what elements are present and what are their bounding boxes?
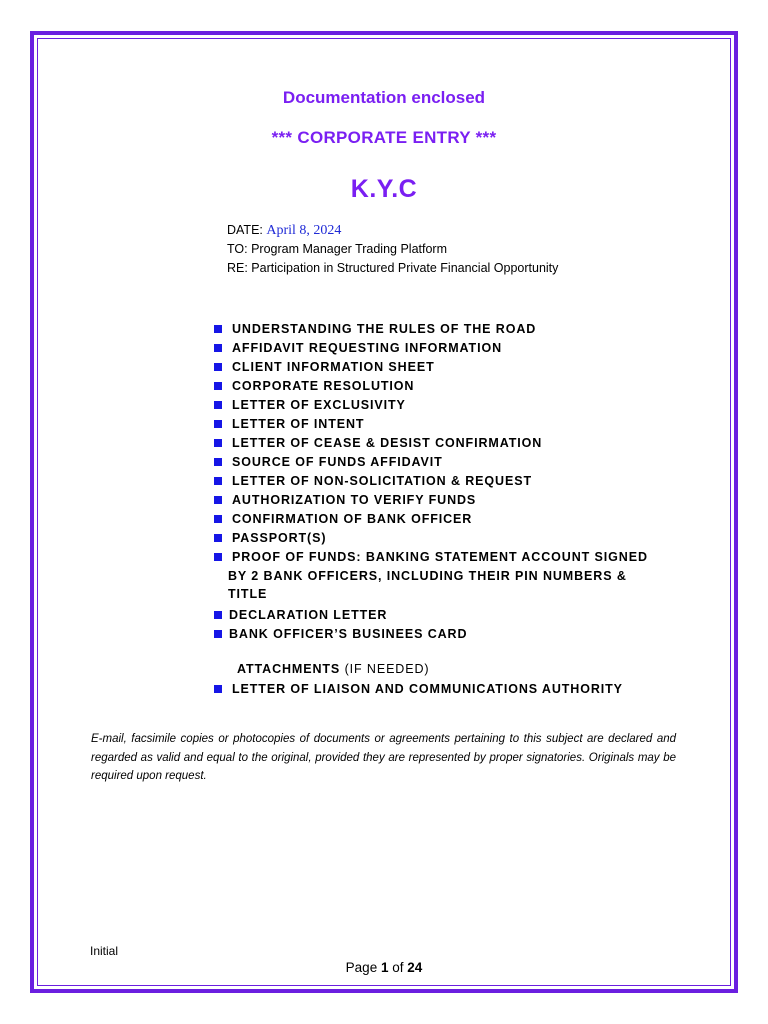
checklist-item-label: UNDERSTANDING THE RULES OF THE ROAD	[232, 322, 537, 336]
square-bullet-icon	[214, 534, 222, 542]
square-bullet-icon	[214, 496, 222, 504]
proof-of-funds-line-1: PROOF OF FUNDS: BANKING STATEMENT ACCOUNT SIGNED	[232, 550, 648, 564]
page-of: of	[392, 960, 404, 975]
checklist-item	[214, 454, 648, 473]
proof-of-funds-text	[228, 548, 648, 604]
attachments-label: ATTACHMENTS	[237, 662, 341, 676]
re-line: RE: Participation in Structured Private Financial Opportunity	[227, 261, 559, 275]
date-label: DATE:	[227, 223, 263, 237]
checklist-item-label: AUTHORIZATION TO VERIFY FUNDS	[232, 493, 477, 507]
checklist-item-label: BANK OFFICER’S BUSINEES CARD	[229, 626, 468, 641]
square-bullet-icon	[214, 630, 222, 638]
memo-header	[227, 221, 558, 278]
page-total: 24	[407, 960, 423, 975]
square-bullet-icon	[214, 477, 222, 485]
kyc-title: K.Y.C	[350, 175, 418, 203]
square-bullet-icon	[214, 458, 222, 466]
checklist-item-proof-of-funds	[214, 549, 648, 604]
proof-of-funds-line-3: TITLE	[228, 587, 268, 601]
checklist-item	[214, 435, 648, 454]
checklist-item-label: SOURCE OF FUNDS AFFIDAVIT	[232, 455, 443, 469]
checklist-item	[214, 416, 648, 435]
initial-label: Initial	[90, 944, 119, 958]
date-line	[227, 221, 558, 240]
checklist-item-label: LETTER OF EXCLUSIVITY	[232, 398, 406, 412]
checklist-item	[214, 397, 648, 416]
checklist-item	[214, 530, 648, 549]
checklist-item	[214, 492, 648, 511]
checklist-item-label: LETTER OF INTENT	[232, 417, 365, 431]
checklist-item	[214, 378, 648, 397]
checklist-item	[214, 511, 648, 530]
proof-of-funds-line-2: BY 2 BANK OFFICERS, INCLUDING THEIR PIN NUMBERS &	[228, 568, 627, 583]
square-bullet-icon	[214, 515, 222, 523]
attachments-heading	[237, 662, 429, 676]
checklist-item-label: PASSPORT(S)	[232, 531, 327, 545]
attachments-list	[214, 681, 623, 697]
documents-checklist	[214, 321, 648, 645]
checklist-item	[214, 607, 648, 626]
square-bullet-icon	[214, 401, 222, 409]
documentation-heading: Documentation enclosed	[282, 88, 486, 107]
checklist-item-label: LETTER OF NON-SOLICITATION & REQUEST	[232, 474, 532, 488]
page-current: 1	[380, 960, 389, 975]
square-bullet-icon	[214, 611, 222, 619]
checklist-item-label: CORPORATE RESOLUTION	[232, 379, 415, 393]
checklist-item	[214, 321, 648, 340]
page-label: Page	[345, 960, 378, 975]
page-number	[0, 960, 768, 975]
checklist-item	[214, 473, 648, 492]
attachments-note: (IF NEEDED)	[344, 662, 430, 676]
checklist-item-label: CONFIRMATION OF BANK OFFICER	[232, 512, 473, 526]
checklist-item	[214, 340, 648, 359]
square-bullet-icon	[214, 685, 222, 693]
square-bullet-icon	[214, 420, 222, 428]
attachment-item	[214, 681, 623, 697]
square-bullet-icon	[214, 363, 222, 371]
checklist-item-label: DECLARATION LETTER	[229, 607, 388, 622]
square-bullet-icon	[214, 344, 222, 352]
disclaimer-paragraph: E-mail, facsimile copies or photocopies of documents or agreements pertaining to this subject are declared and regarded as valid and equal to the original, provided they are represented by proper signatories. Originals may be required upon request.	[91, 733, 676, 782]
checklist-item-label: AFFIDAVIT REQUESTING INFORMATION	[232, 341, 502, 355]
corporate-entry-heading: *** CORPORATE ENTRY ***	[271, 128, 497, 147]
checklist-item	[214, 359, 648, 378]
checklist-item-label: CLIENT INFORMATION SHEET	[232, 360, 435, 374]
square-bullet-icon	[214, 439, 222, 447]
square-bullet-icon	[214, 553, 222, 561]
square-bullet-icon	[214, 325, 222, 333]
to-line: TO: Program Manager Trading Platform	[227, 242, 447, 256]
checklist-item-label: LETTER OF CEASE & DESIST CONFIRMATION	[232, 436, 543, 450]
square-bullet-icon	[214, 382, 222, 390]
attachment-item-label: LETTER OF LIAISON AND COMMUNICATIONS AUTHORITY	[232, 682, 623, 696]
checklist-item	[214, 626, 648, 645]
date-value: April 8, 2024	[266, 223, 342, 238]
